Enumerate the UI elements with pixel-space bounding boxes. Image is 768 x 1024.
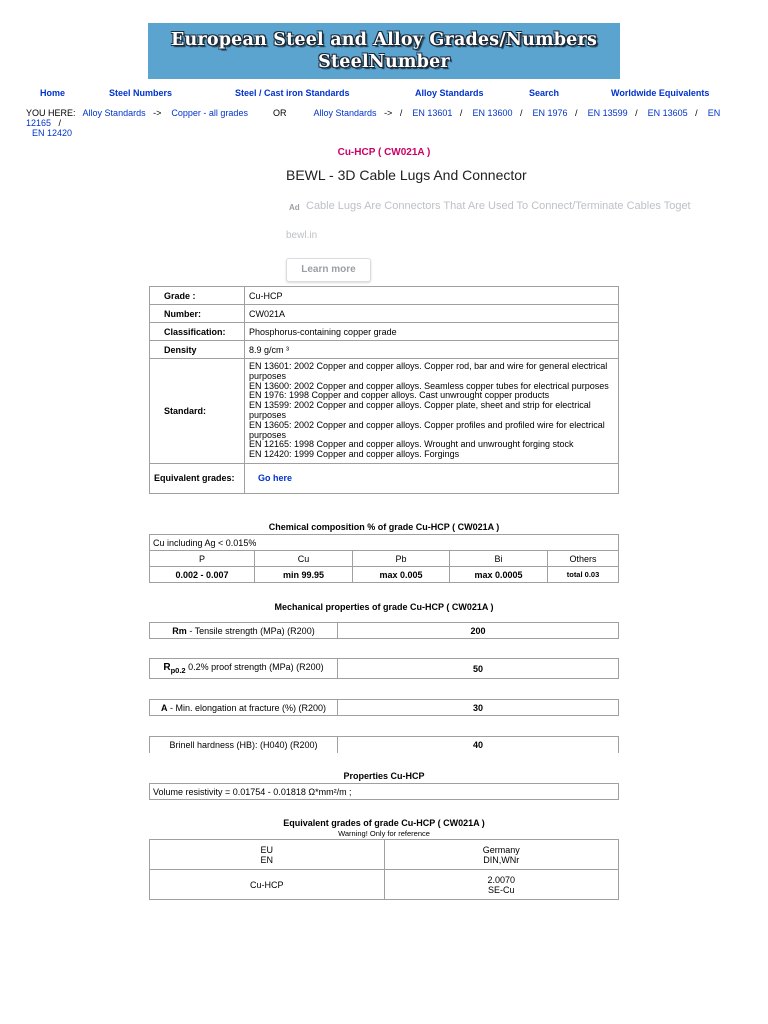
equivalent-grades-label: Equivalent grades:	[150, 463, 245, 493]
number-value: CW021A	[245, 305, 619, 323]
chem-header-bi: Bi	[450, 551, 548, 567]
nav-search[interactable]: Search	[529, 88, 560, 98]
breadcrumb: YOU HERE: Alloy Standards -> Copper - all grades OR Alloy Standards -> / EN 13601 / EN 13600 / EN 1976 / EN 13599 / EN 13605 / EN 12165 / EN 12420	[26, 108, 721, 138]
breadcrumb-or: OR	[272, 108, 287, 118]
chem-header-cu: Cu	[255, 551, 353, 567]
grade-heading: Cu-HCP ( CW021A )	[337, 147, 431, 158]
ad-domain[interactable]: bewl.in	[286, 230, 318, 241]
equivalent-grades-title: Equivalent grades of grade Cu-HCP ( CW021A )	[283, 818, 485, 828]
standard-item: EN 13599: 2002 Copper and copper alloys. Copper plate, sheet and strip for electrical purposes	[249, 400, 591, 420]
breadcrumb-en-1976[interactable]: EN 1976	[532, 108, 568, 118]
mechanical-properties-title: Mechanical properties of grade Cu-HCP ( CW021A )	[274, 602, 494, 612]
main-nav	[0, 88, 768, 100]
learn-more-button[interactable]: Learn more	[286, 258, 371, 282]
nav-home[interactable]: Home	[40, 88, 66, 98]
chem-value-pb: max 0.005	[353, 567, 450, 583]
grade-label: Grade :	[150, 287, 245, 305]
chem-header-p: P	[150, 551, 255, 567]
grade-info-table	[149, 286, 619, 494]
tensile-strength-row	[149, 622, 619, 639]
standard-item: EN 13600: 2002 Copper and copper alloys. Seamless copper tubes for electrical purposes	[249, 380, 609, 391]
standard-list	[245, 359, 619, 464]
grade-value: Cu-HCP	[245, 287, 619, 305]
go-here-link[interactable]: Go here	[258, 473, 293, 484]
elongation-row	[149, 699, 619, 716]
standard-item: EN 1976: 1998 Copper and copper alloys. Cast unwrought copper products	[249, 390, 550, 401]
chem-value-p: 0.002 - 0.007	[150, 567, 255, 583]
site-banner[interactable]	[148, 23, 620, 79]
chem-header-others: Others	[548, 551, 619, 567]
banner-title: European Steel and Alloy Grades/Numbers	[170, 30, 597, 50]
equivalent-grades-table	[149, 839, 619, 900]
standard-item: EN 12420: 1999 Copper and copper alloys. Forgings	[249, 449, 460, 460]
breadcrumb-alloy-standards[interactable]: Alloy Standards	[82, 108, 146, 118]
banner-subtitle: SteelNumber	[318, 52, 450, 72]
breadcrumb-arrow: ->	[153, 108, 162, 118]
breadcrumb-en-13601[interactable]: EN 13601	[412, 108, 453, 118]
proof-strength-label: $R_{p0.2}$ 0.2% proof strength (MPa) (R200)	[150, 659, 338, 679]
properties-table	[149, 783, 619, 800]
tensile-strength-value: 200	[338, 623, 619, 639]
equiv-value-germany: 2.0070 SE-Cu	[384, 870, 619, 900]
breadcrumb-arrow-2: ->	[384, 108, 393, 118]
hardness-row	[149, 736, 619, 753]
equiv-header-germany: Germany DIN,WNr	[384, 840, 619, 870]
equiv-value-eu: Cu-HCP	[150, 870, 385, 900]
nav-worldwide-equivalents[interactable]: Worldwide Equivalents	[611, 88, 710, 98]
chem-value-bi: max 0.0005	[450, 567, 548, 583]
equiv-header-eu: EU EN	[150, 840, 385, 870]
nav-steel-cast-iron-standards[interactable]: Steel / Cast iron Standards	[235, 88, 350, 98]
breadcrumb-en-13600[interactable]: EN 13600	[472, 108, 513, 118]
hardness-label: Brinell hardness (HB): (H040) (R200)	[150, 737, 338, 753]
nav-alloy-standards[interactable]: Alloy Standards	[415, 88, 484, 98]
breadcrumb-alloy-standards-2[interactable]: Alloy Standards	[313, 108, 377, 118]
density-label: Density	[150, 341, 245, 359]
breadcrumb-en-12420[interactable]: EN 12420	[32, 128, 73, 138]
chemical-note: Cu including Ag < 0.015%	[150, 535, 619, 551]
chemical-composition-table	[149, 534, 619, 583]
chem-value-cu: min 99.95	[255, 567, 353, 583]
standard-item: EN 12165: 1998 Copper and copper alloys. Wrought and unwrought forging stock	[249, 439, 574, 450]
chemical-composition-title: Chemical composition % of grade Cu-HCP ( CW021A )	[268, 522, 500, 532]
standard-item: EN 13605: 2002 Copper and copper alloys. Copper profiles and profiled wire for electrical purposes	[249, 419, 605, 440]
classification-value: Phosphorus-containing copper grade	[245, 323, 619, 341]
chem-value-others: total 0.03	[548, 567, 619, 583]
ad-badge: Ad	[289, 203, 300, 212]
elongation-value: 30	[338, 700, 619, 716]
volume-resistivity: Volume resistivity = 0.01754 - 0.01818 Ω*mm²/m ;	[150, 784, 619, 800]
chem-header-pb: Pb	[353, 551, 450, 567]
density-value: 8.9 g/cm ³	[245, 341, 619, 359]
breadcrumb-copper-all-grades[interactable]: Copper - all grades	[171, 108, 248, 118]
ad-text: Cable Lugs Are Connectors That Are Used To Connect/Terminate Cables Toget	[306, 200, 691, 212]
elongation-label: A - Min. elongation at fracture (%) (R200)	[150, 700, 338, 716]
standard-item: EN 13601: 2002 Copper and copper alloys. Copper rod, bar and wire for general electrical purposes	[249, 361, 608, 381]
equivalent-warning: Warning! Only for reference	[338, 829, 430, 838]
nav-steel-numbers[interactable]: Steel Numbers	[109, 88, 173, 98]
number-label: Number:	[150, 305, 245, 323]
you-here-label: YOU HERE:	[26, 108, 76, 118]
proof-strength-value: 50	[338, 659, 619, 679]
breadcrumb-en-13599[interactable]: EN 13599	[587, 108, 628, 118]
breadcrumb-sep: /	[399, 108, 403, 118]
tensile-strength-label: Rm - Tensile strength (MPa) (R200)	[150, 623, 338, 639]
proof-strength-row	[149, 658, 619, 679]
ad-title[interactable]: BEWL - 3D Cable Lugs And Connector	[286, 167, 527, 183]
standard-label: Standard:	[150, 359, 245, 464]
breadcrumb-en-13605[interactable]: EN 13605	[647, 108, 688, 118]
properties-title: Properties Cu-HCP	[343, 771, 425, 781]
hardness-value: 40	[338, 737, 619, 753]
classification-label: Classification:	[150, 323, 245, 341]
breadcrumb-en-12165[interactable]: EN 12165	[26, 108, 721, 128]
